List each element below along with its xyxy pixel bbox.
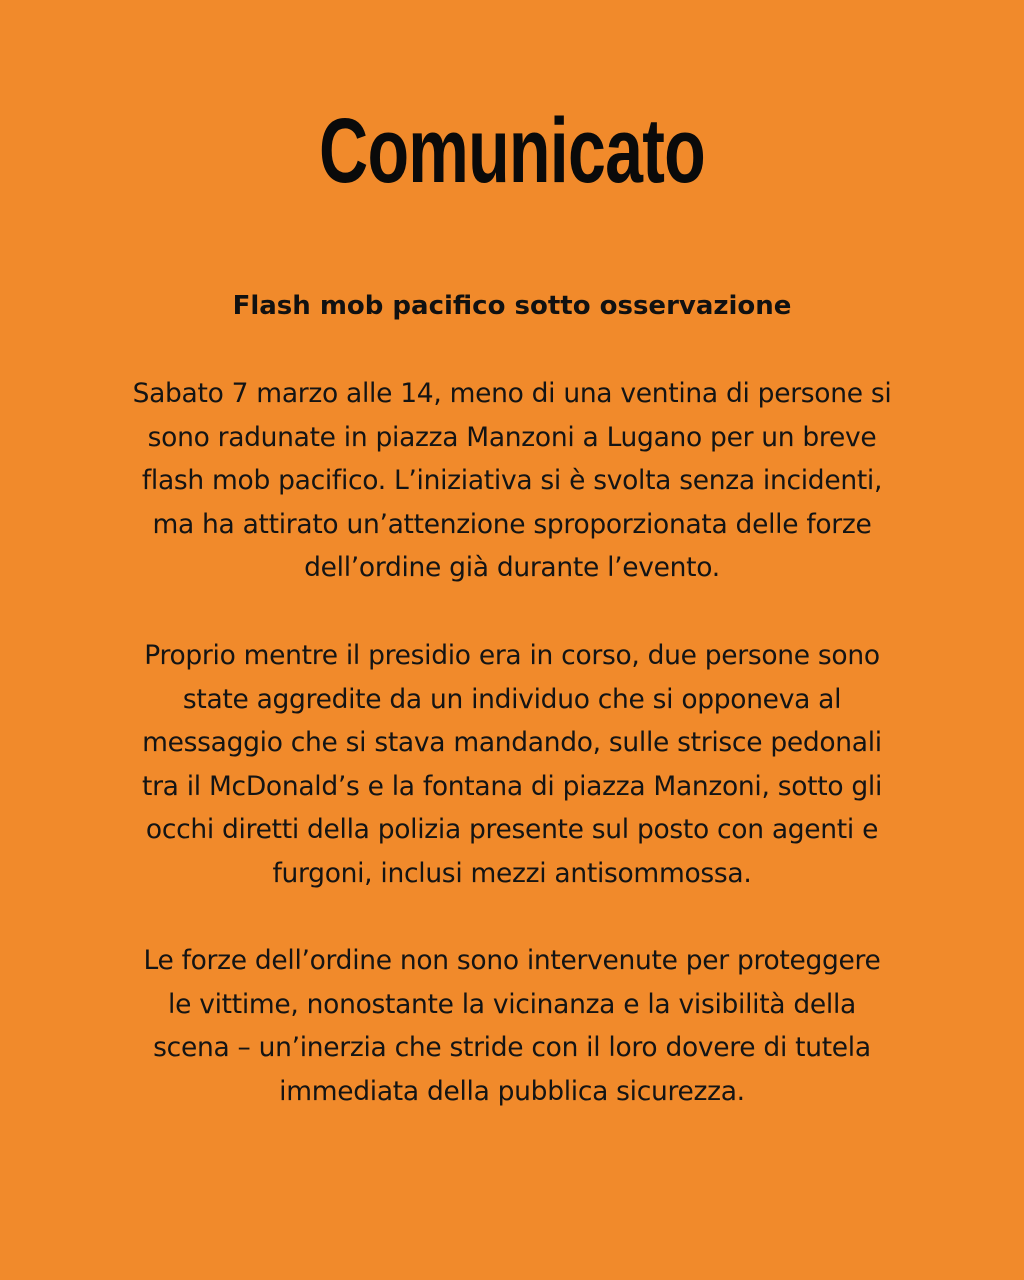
text-line: state aggredite da un individuo che si opponeva al (182, 683, 842, 715)
text-line: Proprio mentre il presidio era in corso, due persone sono (144, 640, 880, 671)
text-line: dell’ordine già durante l’evento. (304, 552, 720, 584)
text-line: scena – un’inerzia che stride con il loro dovere di tutela (153, 1032, 871, 1064)
text-line: tra il McDonald’s e la fontana di piazza Manzoni, sotto gli (141, 770, 883, 802)
paragraph-3 (40, 939, 984, 1113)
subtitle: Flash mob pacifico sotto osservazione (232, 291, 792, 321)
paragraph-1 (40, 372, 984, 590)
text-line: occhi diretti della polizia presente sul posto con agenti e (145, 814, 879, 846)
paragraph-2 (40, 634, 984, 896)
text-line: ma ha attirato un’attenzione sproporzionata delle forze (152, 508, 872, 540)
text-line: immediata della pubblica sicurezza. (279, 1075, 745, 1107)
page-title: Comunicato (319, 100, 705, 202)
text-line: Sabato 7 marzo alle 14, meno di una ventina di persone si (132, 378, 892, 409)
text-line: le vittime, nonostante la vicinanza e la visibilità della (168, 988, 856, 1020)
text-line: flash mob pacifico. L’iniziativa si è svolta senza incidenti, (141, 465, 883, 497)
text-line: furgoni, inclusi mezzi antisommossa. (272, 857, 752, 889)
text-line: messaggio che si stava mandando, sulle strisce pedonali (142, 727, 882, 759)
text-line: sono radunate in piazza Manzoni a Lugano per un breve (147, 421, 877, 453)
text-line: Le forze dell’ordine non sono intervenute per proteggere (143, 945, 881, 976)
